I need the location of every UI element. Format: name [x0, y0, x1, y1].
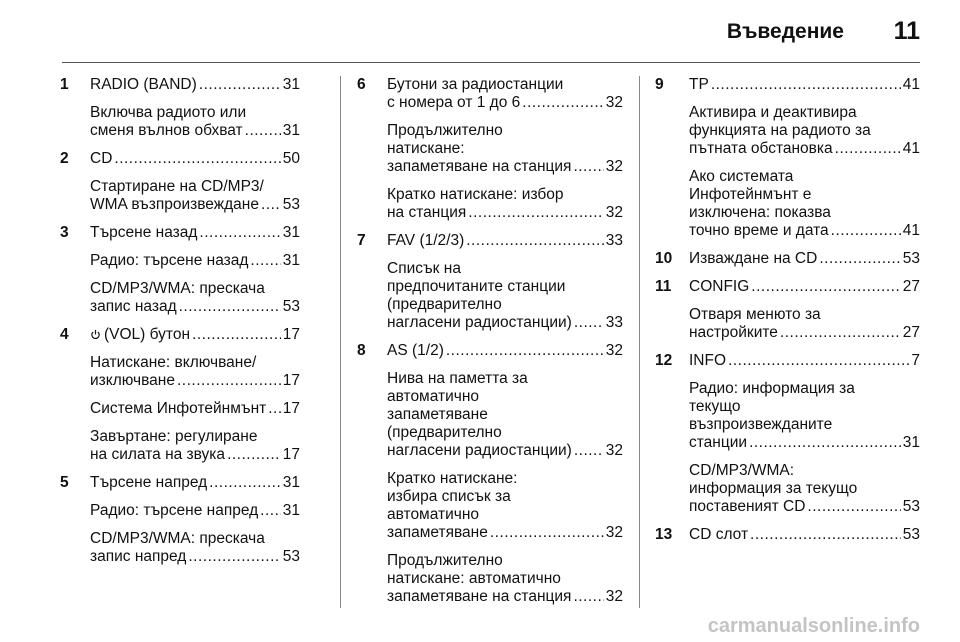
- index-entry: [60, 76, 300, 94]
- page-reference: 27: [902, 278, 920, 295]
- index-entry: [655, 250, 920, 268]
- column-divider: [340, 76, 341, 608]
- index-entry: [655, 526, 920, 544]
- page-reference: 33: [605, 232, 623, 249]
- entry-page-line: [689, 76, 920, 94]
- page-reference: 32: [605, 524, 623, 541]
- entry-text: (предварително: [387, 296, 502, 313]
- leader-dots: [199, 224, 280, 242]
- entry-label: на силата на звука: [90, 446, 226, 463]
- item-number: 6: [357, 76, 366, 93]
- entry-text: натискане: автоматично: [387, 570, 561, 587]
- entry-label: Система Инфотейнмънт: [90, 400, 267, 417]
- entry-text: Натискане: включване/: [90, 354, 257, 371]
- entry-text: CD/MP3/WMA:: [689, 462, 795, 479]
- index-entry: [357, 342, 623, 360]
- entry-label: запис напред: [90, 548, 187, 565]
- entry-page-line: [90, 76, 300, 94]
- entry-label: изключване: [90, 372, 175, 389]
- entry-text: [689, 76, 709, 94]
- index-entry: [60, 326, 300, 344]
- leader-dots: [522, 94, 603, 112]
- entry-text: Продължително: [387, 122, 503, 139]
- entry-page-line: [90, 446, 300, 464]
- entry-label: CONFIG: [689, 278, 750, 295]
- item-number: 13: [655, 526, 673, 543]
- index-entry: [357, 232, 623, 250]
- leader-dots: [573, 158, 603, 176]
- entry-text: [689, 278, 749, 296]
- entry-label: с номера от 1 до 6: [387, 94, 521, 111]
- entry-label: Търсене назад: [90, 224, 198, 241]
- entry-text: натискане:: [387, 140, 465, 157]
- leader-dots: [227, 446, 281, 464]
- leader-dots: [468, 204, 603, 222]
- entry-label: (VOL) бутон: [104, 326, 191, 343]
- index-entry: [357, 186, 623, 222]
- entry-text: Продължително: [387, 552, 503, 569]
- entry-text: Нива на паметта за: [387, 370, 528, 387]
- entry-page-line: [90, 326, 300, 344]
- page-reference: 32: [605, 94, 623, 111]
- entry-page-line: [90, 122, 300, 140]
- entry-text: [689, 250, 817, 268]
- page-reference: 17: [282, 446, 300, 463]
- leader-dots: [179, 298, 281, 316]
- index-entry: [60, 530, 300, 566]
- entry-text: [90, 502, 258, 520]
- index-entry: [655, 380, 920, 452]
- entry-text: [387, 94, 520, 112]
- entry-text: избира списък за: [387, 488, 511, 505]
- entry-label: Радио: търсене назад: [90, 252, 249, 269]
- entry-text: [90, 196, 259, 214]
- entry-label: Изваждане на CD: [689, 250, 818, 267]
- index-entry: [655, 278, 920, 296]
- leader-dots: [490, 524, 604, 542]
- index-entry: [60, 178, 300, 214]
- entry-label: запаметяване на станция: [387, 588, 572, 605]
- entry-text: [689, 324, 778, 342]
- index-entry: [655, 462, 920, 516]
- index-entry: [60, 354, 300, 390]
- entry-page-line: [689, 434, 920, 452]
- entry-text: [387, 342, 444, 360]
- entry-text: [387, 314, 572, 332]
- entry-text: Кратко натискане:: [387, 470, 518, 487]
- entry-label: сменя вълнов обхват: [90, 122, 243, 139]
- page-reference: 31: [282, 252, 300, 269]
- entry-text: [90, 446, 225, 464]
- leader-dots: [177, 372, 281, 390]
- page-reference: 32: [605, 342, 623, 359]
- entry-label: Радио: търсене напред: [90, 502, 259, 519]
- entry-text: информация за текущо: [689, 480, 858, 497]
- entry-label: WMA възпроизвеждане: [90, 196, 259, 213]
- entry-text: автоматично: [387, 388, 480, 405]
- leader-dots: [573, 588, 603, 606]
- entry-text: [90, 474, 207, 492]
- leader-dots: [835, 140, 901, 158]
- entry-page-line: [90, 474, 300, 492]
- item-number: 7: [357, 232, 366, 249]
- entry-page-line: [689, 526, 920, 544]
- entry-page-line: [90, 150, 300, 168]
- entry-label: CD: [90, 150, 113, 167]
- page-reference: 33: [605, 314, 623, 331]
- leader-dots: [245, 122, 281, 140]
- item-number: 8: [357, 342, 366, 359]
- entry-text: [689, 140, 833, 158]
- entry-label: Търсене напред: [90, 474, 208, 491]
- entry-page-line: [387, 314, 623, 332]
- entry-label: AS (1/2): [387, 342, 444, 359]
- entry-text: (предварително: [387, 424, 502, 441]
- entry-page-line: [387, 232, 623, 250]
- entry-text: [90, 76, 197, 94]
- item-number: 4: [60, 326, 69, 343]
- leader-dots: [268, 400, 281, 418]
- entry-text: [387, 588, 571, 606]
- index-entry: [357, 370, 623, 460]
- page-reference: 53: [282, 548, 300, 565]
- entry-page-line: [90, 548, 300, 566]
- entry-text: [90, 326, 190, 344]
- entry-label: RADIO (BAND): [90, 76, 197, 93]
- leader-dots: [728, 352, 909, 370]
- index-entry: [60, 474, 300, 492]
- leader-dots: [114, 150, 280, 168]
- index-entry: [655, 306, 920, 342]
- item-number: 1: [60, 76, 69, 93]
- entry-text: Кратко натискане: избор: [387, 186, 564, 203]
- leader-dots: [188, 548, 280, 566]
- index-entry: [655, 76, 920, 94]
- column-3: [655, 76, 920, 554]
- page-reference: 7: [911, 352, 920, 369]
- entry-text: автоматично: [387, 506, 480, 523]
- entry-text: CD/MP3/WMA: прескача: [90, 280, 265, 297]
- entry-page-line: [90, 502, 300, 520]
- entry-text: функцията на радиото за: [689, 122, 871, 139]
- entry-text: [689, 526, 748, 544]
- entry-text: [689, 222, 829, 240]
- index-entry: [60, 252, 300, 270]
- entry-page-line: [387, 94, 623, 112]
- column-divider: [639, 76, 640, 608]
- entry-text: запаметяване: [387, 406, 488, 423]
- entry-page-line: [90, 400, 300, 418]
- entry-label: нагласени радиостанции): [387, 442, 572, 459]
- index-entry: [357, 260, 623, 332]
- entry-text: [387, 158, 571, 176]
- entry-label: FAV (1/2/3): [387, 232, 465, 249]
- entry-label: поставеният CD: [689, 498, 806, 515]
- index-entry: [655, 104, 920, 158]
- page-reference: 32: [605, 204, 623, 221]
- entry-text: Завъртане: регулиране: [90, 428, 258, 445]
- entry-page-line: [689, 222, 920, 240]
- entry-label: запис назад: [90, 298, 177, 315]
- leader-dots: [750, 526, 901, 544]
- entry-text: [90, 548, 186, 566]
- entry-page-line: [90, 252, 300, 270]
- entry-label: на станция: [387, 204, 467, 221]
- entry-text: [90, 224, 197, 242]
- entry-label: станции: [689, 434, 748, 451]
- leader-dots: [199, 76, 281, 94]
- column-2: [357, 76, 623, 616]
- entry-page-line: [689, 324, 920, 342]
- entry-label: INFO: [689, 352, 727, 369]
- header-rule: [62, 62, 920, 63]
- page-reference: 32: [605, 158, 623, 175]
- page-reference: 50: [282, 150, 300, 167]
- page-reference: 31: [282, 474, 300, 491]
- entry-text: [689, 434, 747, 452]
- leader-dots: [466, 232, 604, 250]
- entry-text: [90, 372, 175, 390]
- leader-dots: [711, 76, 901, 94]
- entry-label: нагласени радиостанции): [387, 314, 572, 331]
- entry-page-line: [90, 196, 300, 214]
- entry-text: текущо: [689, 398, 741, 415]
- item-number: 5: [60, 474, 69, 491]
- page-reference: 31: [282, 224, 300, 241]
- leader-dots: [819, 250, 900, 268]
- leader-dots: [831, 222, 901, 240]
- index-entry: [60, 400, 300, 418]
- entry-text: Радио: информация за: [689, 380, 855, 397]
- entry-label: пътната обстановка: [689, 140, 833, 157]
- entry-page-line: [689, 278, 920, 296]
- leader-dots: [749, 434, 901, 452]
- leader-dots: [751, 278, 900, 296]
- entry-page-line: [689, 250, 920, 268]
- entry-page-line: [689, 140, 920, 158]
- leader-dots: [574, 314, 604, 332]
- entry-text: [689, 498, 805, 516]
- entry-text: Ако системата: [689, 168, 794, 185]
- leader-dots: [261, 196, 281, 214]
- leader-dots: [260, 502, 281, 520]
- item-number: 3: [60, 224, 69, 241]
- index-entry: [60, 502, 300, 520]
- page-reference: 31: [282, 122, 300, 139]
- entry-text: Инфотейнмънт е: [689, 186, 812, 203]
- entry-text: Списък на: [387, 260, 461, 277]
- entry-label: настройките: [689, 324, 778, 341]
- index-entry: [655, 352, 920, 370]
- leader-dots: [807, 498, 900, 516]
- entry-text: изключена: показва: [689, 204, 831, 221]
- page-reference: 32: [605, 442, 623, 459]
- index-entry: [357, 552, 623, 606]
- page-reference: 53: [902, 526, 920, 543]
- entry-text: Бутони за радиостанции: [387, 76, 564, 93]
- page-header: [0, 0, 960, 60]
- page-reference: 53: [282, 298, 300, 315]
- entry-page-line: [387, 204, 623, 222]
- page-reference: 53: [902, 498, 920, 515]
- entry-text: възпроизвежданите: [689, 416, 833, 433]
- watermark: carmanualsonline.info: [707, 615, 920, 637]
- entry-page-line: [90, 224, 300, 242]
- page-reference: 32: [605, 588, 623, 605]
- entry-text: [90, 400, 266, 418]
- index-entry: [60, 224, 300, 242]
- entry-page-line: [387, 158, 623, 176]
- index-entry: [357, 122, 623, 176]
- index-entry: [60, 150, 300, 168]
- entry-text: CD/MP3/WMA: прескача: [90, 530, 265, 547]
- leader-dots: [192, 326, 281, 344]
- entry-text: [90, 252, 248, 270]
- page-reference: 53: [902, 250, 920, 267]
- item-number: 9: [655, 76, 664, 93]
- entry-label: CD слот: [689, 526, 749, 543]
- entry-text: [387, 442, 572, 460]
- entry-page-line: [387, 342, 623, 360]
- entry-label: TP: [689, 76, 709, 93]
- page-reference: 17: [282, 372, 300, 389]
- item-number: 2: [60, 150, 69, 167]
- entry-label: точно време и дата: [689, 222, 829, 239]
- entry-label: запаметяване на станция: [387, 158, 572, 175]
- index-entry: [60, 104, 300, 140]
- entry-page-line: [689, 352, 920, 370]
- page-reference: 53: [282, 196, 300, 213]
- index-entry: [60, 280, 300, 316]
- entry-text: [90, 150, 112, 168]
- leader-dots: [250, 252, 280, 270]
- entry-text: предпочитаните станции: [387, 278, 566, 295]
- leader-dots: [574, 442, 604, 460]
- entry-text: [387, 204, 466, 222]
- index-entry: [655, 168, 920, 240]
- index-entry: [357, 470, 623, 542]
- entry-text: [387, 232, 464, 250]
- entry-page-line: [387, 442, 623, 460]
- page-number: 11: [893, 17, 920, 45]
- entry-text: Активира и деактивира: [689, 104, 857, 121]
- entry-text: [689, 352, 726, 370]
- page-reference: 31: [282, 76, 300, 93]
- entry-text: Отваря менюто за: [689, 306, 821, 323]
- entry-label: запаметяване: [387, 524, 488, 541]
- entry-text: [387, 524, 488, 542]
- entry-page-line: [689, 498, 920, 516]
- entry-page-line: [90, 298, 300, 316]
- item-number: 11: [655, 278, 672, 295]
- page-reference: 31: [902, 434, 920, 451]
- entry-text: [90, 122, 243, 140]
- column-1: [60, 76, 300, 576]
- entry-text: Включва радиото или: [90, 104, 247, 121]
- item-number: 10: [655, 250, 673, 267]
- entry-page-line: [387, 588, 623, 606]
- page-reference: 17: [282, 326, 300, 343]
- leader-dots: [780, 324, 901, 342]
- entry-text: [90, 298, 177, 316]
- index-entry: [357, 76, 623, 112]
- page-reference: 27: [902, 324, 920, 341]
- leader-dots: [446, 342, 604, 360]
- page-reference: 41: [902, 140, 920, 157]
- entry-text: Стартиране на CD/MP3/: [90, 178, 264, 195]
- entry-page-line: [90, 372, 300, 390]
- page-reference: 17: [282, 400, 300, 417]
- page-reference: 41: [902, 76, 920, 93]
- index-entry: [60, 428, 300, 464]
- power-icon: [90, 327, 101, 338]
- item-number: 12: [655, 352, 673, 369]
- leader-dots: [209, 474, 281, 492]
- page-title: Въведение: [726, 20, 844, 43]
- entry-page-line: [387, 524, 623, 542]
- page-reference: 31: [282, 502, 300, 519]
- page-reference: 41: [902, 222, 920, 239]
